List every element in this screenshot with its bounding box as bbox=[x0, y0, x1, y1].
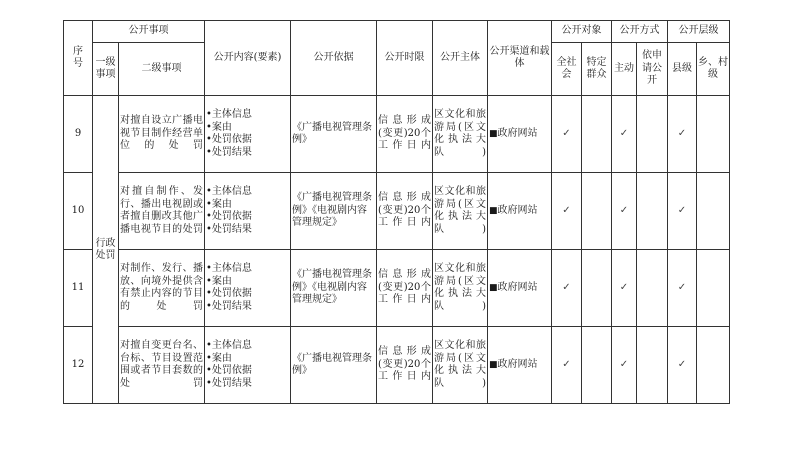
time-limit-cell: 信息形成(变更)20个工作日内 bbox=[377, 173, 433, 250]
table-row bbox=[64, 96, 730, 173]
header-level: 公开层级 bbox=[668, 21, 730, 43]
basis-cell: 《广播电视管理条例》《电视剧内容管理规定》 bbox=[291, 173, 377, 250]
content-item: •主体信息 bbox=[206, 340, 252, 351]
subject-cell: 区文化和旅游局(区文化执法大队) bbox=[433, 250, 488, 327]
empty-cell bbox=[697, 173, 730, 250]
header-seq: 序号 bbox=[64, 21, 93, 96]
check-icon: ✓ bbox=[612, 173, 637, 250]
item-cell: 对制作、发行、播放、向境外提供含有禁止内容的节目的处罚 bbox=[119, 250, 205, 327]
channel-label: 政府网站 bbox=[497, 127, 538, 139]
header-matter: 公开事项 bbox=[93, 21, 205, 43]
header-target-specific: 特定群众 bbox=[582, 43, 612, 96]
check-icon: ✓ bbox=[668, 327, 697, 404]
content-item: •案由 bbox=[206, 352, 232, 364]
header-subject: 公开主体 bbox=[433, 21, 488, 96]
empty-cell bbox=[697, 250, 730, 327]
check-icon: ✓ bbox=[668, 173, 697, 250]
basis-cell: 《广播电视管理条例》 bbox=[291, 96, 377, 173]
channel-cell bbox=[488, 96, 552, 173]
channel-cell bbox=[488, 327, 552, 404]
item-cell: 对擅自变更台名、台标、节目设置范围或者节目套数的处罚 bbox=[119, 327, 205, 404]
channel-label: 政府网站 bbox=[497, 281, 538, 293]
content-item: •案由 bbox=[206, 275, 232, 287]
empty-cell bbox=[637, 96, 668, 173]
content-item: •处罚结果 bbox=[206, 300, 252, 312]
header-mode-apply: 依申请公开 bbox=[637, 43, 668, 96]
check-icon: ✓ bbox=[552, 250, 582, 327]
header-level2: 二级事项 bbox=[119, 43, 205, 96]
header-mode: 公开方式 bbox=[612, 21, 668, 43]
empty-cell bbox=[582, 327, 612, 404]
content-cell bbox=[205, 173, 291, 250]
check-icon: ✓ bbox=[612, 96, 637, 173]
subject-cell: 区文化和旅游局(区文化执法大队) bbox=[433, 327, 488, 404]
basis-cell: 《广播电视管理条例》《电视剧内容管理规定》 bbox=[291, 250, 377, 327]
content-item: •主体信息 bbox=[206, 109, 252, 120]
table-row bbox=[64, 250, 730, 327]
header-channel: 公开渠道和载体 bbox=[488, 21, 552, 96]
content-item: •主体信息 bbox=[206, 263, 252, 274]
empty-cell bbox=[637, 173, 668, 250]
row-number: 11 bbox=[64, 250, 93, 327]
check-icon: ✓ bbox=[612, 327, 637, 404]
check-icon: ✓ bbox=[612, 250, 637, 327]
table-row bbox=[64, 173, 730, 250]
content-cell bbox=[205, 250, 291, 327]
subject-cell: 区文化和旅游局(区文化执法大队) bbox=[433, 173, 488, 250]
disclosure-table bbox=[63, 20, 730, 404]
empty-cell bbox=[697, 327, 730, 404]
empty-cell bbox=[697, 96, 730, 173]
basis-cell: 《广播电视管理条例》 bbox=[291, 327, 377, 404]
content-item: •处罚依据 bbox=[206, 211, 252, 222]
header-target: 公开对象 bbox=[552, 21, 612, 43]
header-row-top bbox=[64, 21, 730, 43]
channel-cell bbox=[488, 250, 552, 327]
item-cell: 对擅自制作、发行、播出电视剧或者擅自删改其他广播电视节目的处罚 bbox=[119, 173, 205, 250]
checkbox-icon: ■ bbox=[489, 282, 498, 293]
empty-cell bbox=[582, 250, 612, 327]
content-cell bbox=[205, 96, 291, 173]
checkbox-icon: ■ bbox=[489, 128, 498, 139]
channel-cell bbox=[488, 173, 552, 250]
channel-label: 政府网站 bbox=[497, 358, 538, 370]
content-item: •主体信息 bbox=[206, 186, 252, 197]
category-cell: 行政处罚 bbox=[93, 96, 119, 404]
empty-cell bbox=[637, 327, 668, 404]
time-limit-cell: 信息形成(变更)20个工作日内 bbox=[377, 327, 433, 404]
content-item: •处罚依据 bbox=[206, 365, 252, 376]
check-icon: ✓ bbox=[552, 96, 582, 173]
content-cell bbox=[205, 327, 291, 404]
header-mode-active: 主动 bbox=[612, 43, 637, 96]
header-time-limit: 公开时限 bbox=[377, 21, 433, 96]
content-item: •处罚结果 bbox=[206, 377, 252, 389]
checkbox-icon: ■ bbox=[489, 359, 498, 370]
time-limit-cell: 信息形成(变更)20个工作日内 bbox=[377, 250, 433, 327]
row-number: 10 bbox=[64, 173, 93, 250]
content-item: •处罚依据 bbox=[206, 288, 252, 299]
table-row bbox=[64, 327, 730, 404]
check-icon: ✓ bbox=[668, 250, 697, 327]
header-content: 公开内容(要素) bbox=[205, 21, 291, 96]
content-item: •案由 bbox=[206, 121, 232, 133]
header-level1: 一级事项 bbox=[93, 43, 119, 96]
time-limit-cell: 信息形成(变更)20个工作日内 bbox=[377, 96, 433, 173]
header-target-all: 全社会 bbox=[552, 43, 582, 96]
content-item: •处罚依据 bbox=[206, 134, 252, 145]
header-level-town: 乡、村级 bbox=[697, 43, 730, 96]
check-icon: ✓ bbox=[552, 173, 582, 250]
content-item: •处罚结果 bbox=[206, 146, 252, 158]
empty-cell bbox=[637, 250, 668, 327]
empty-cell bbox=[582, 96, 612, 173]
header-basis: 公开依据 bbox=[291, 21, 377, 96]
row-number: 12 bbox=[64, 327, 93, 404]
check-icon: ✓ bbox=[552, 327, 582, 404]
check-icon: ✓ bbox=[668, 96, 697, 173]
empty-cell bbox=[582, 173, 612, 250]
channel-label: 政府网站 bbox=[497, 204, 538, 216]
content-item: •处罚结果 bbox=[206, 223, 252, 235]
content-item: •案由 bbox=[206, 198, 232, 210]
checkbox-icon: ■ bbox=[489, 205, 498, 216]
header-level-county: 县级 bbox=[668, 43, 697, 96]
row-number: 9 bbox=[64, 96, 93, 173]
subject-cell: 区文化和旅游局(区文化执法大队) bbox=[433, 96, 488, 173]
item-cell: 对擅自设立广播电视节目制作经营单位的处罚 bbox=[119, 96, 205, 173]
